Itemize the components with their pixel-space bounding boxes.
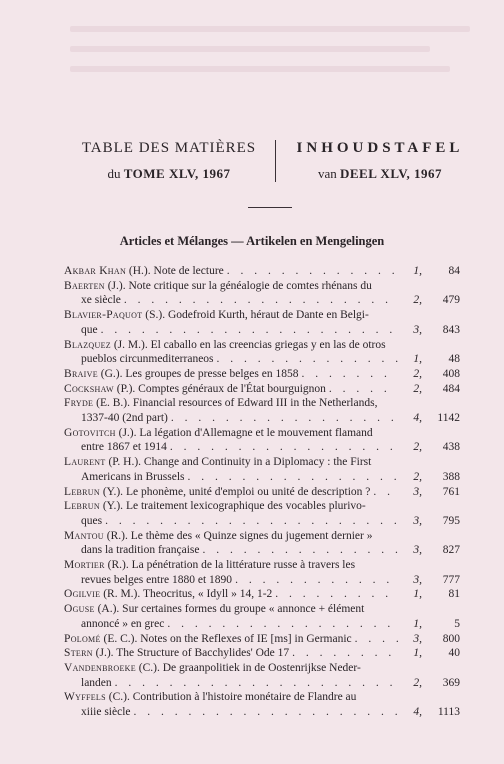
entry-page: 843 xyxy=(442,323,460,336)
entry-volume: 3, xyxy=(413,632,422,645)
entry-page: 1113 xyxy=(437,706,460,719)
entry-text xyxy=(64,690,356,705)
toc-entry-line xyxy=(64,382,460,397)
toc-entry-line xyxy=(64,705,460,720)
french-heading xyxy=(64,138,274,184)
entry-text xyxy=(64,308,369,323)
entry-author: Gotovitch xyxy=(64,426,116,439)
toc-entry xyxy=(64,529,460,558)
dutch-heading xyxy=(280,138,480,184)
toc-entry-line xyxy=(64,426,460,441)
entry-page: 438 xyxy=(442,441,460,454)
entry-title: Contribution à l'histoire monétaire de Flandre au xyxy=(132,691,357,704)
entry-title: El caballo en las creencias griegas y en las de otros xyxy=(150,338,386,351)
entry-text xyxy=(64,279,372,294)
entry-initials: (Y.). xyxy=(102,485,124,498)
entry-title: landen xyxy=(81,676,112,689)
toc-entry xyxy=(64,308,460,337)
toc-entry-line xyxy=(64,558,460,573)
entry-title: que xyxy=(81,323,98,336)
entry-author: Blavier-Paquot xyxy=(64,309,143,322)
entry-volume: 2, xyxy=(413,367,422,380)
entry-title: dans la tradition française xyxy=(81,544,200,557)
entry-author: Stern xyxy=(64,647,93,660)
entry-page: 84 xyxy=(448,265,460,277)
toc-entry-line xyxy=(64,514,460,529)
toc-entry xyxy=(64,646,460,661)
toc-entry-line xyxy=(64,279,460,294)
entry-title: Le traitement lexicographique des vocables plurivo- xyxy=(125,500,366,513)
toc-entry xyxy=(64,587,460,602)
toc-entry-line xyxy=(64,440,460,455)
entry-text xyxy=(81,470,184,485)
dot-leader xyxy=(217,352,398,367)
dot-leader xyxy=(170,440,398,455)
dot-leader xyxy=(171,411,398,426)
toc-entry-line xyxy=(64,499,460,514)
entry-page: 761 xyxy=(442,485,460,498)
dot-leader xyxy=(373,485,398,500)
entry-initials: (R. M.). xyxy=(103,588,141,601)
horizontal-rule xyxy=(248,207,292,208)
entry-text xyxy=(64,632,352,647)
toc-entry-line xyxy=(64,411,460,426)
bleed-through-line xyxy=(70,46,430,52)
toc-entry-line xyxy=(64,470,460,485)
entry-text xyxy=(81,514,102,529)
entry-title: Comptes généraux de l'État bourguignon xyxy=(138,382,326,395)
entry-title: The Structure of Bacchylides' Ode 17 xyxy=(116,647,290,660)
entry-initials: (C.). xyxy=(138,661,160,674)
entry-text xyxy=(64,264,224,279)
entry-title: revues belges entre 1880 et 1890 xyxy=(81,573,233,586)
toc-entry-line xyxy=(64,323,460,338)
entry-author: Fryde xyxy=(64,397,94,410)
entry-author: Blazquez xyxy=(64,338,111,351)
dot-leader xyxy=(187,470,398,485)
entry-author: Polomé xyxy=(64,632,101,645)
entry-volume: 3, xyxy=(413,485,422,498)
entry-title: annoncé » en grec xyxy=(81,617,165,630)
toc-entry-line xyxy=(64,602,460,617)
toc-entry-line xyxy=(64,293,460,308)
entry-title: Change and Continuity in a Diplomacy : the First xyxy=(143,456,372,469)
toc-entry xyxy=(64,632,460,647)
entry-text xyxy=(81,705,131,720)
toc-entry-line xyxy=(64,485,460,500)
entry-text xyxy=(81,352,214,367)
entry-author: Braive xyxy=(64,367,98,380)
entry-page: 40 xyxy=(448,647,460,660)
toc-entry xyxy=(64,455,460,484)
entry-volume: 1, xyxy=(413,617,422,630)
entry-text xyxy=(64,485,370,500)
entry-text xyxy=(64,587,272,602)
entry-author: Oguse xyxy=(64,603,95,616)
toc-entry xyxy=(64,661,460,690)
toc-entry-line xyxy=(64,543,460,558)
entry-text xyxy=(64,382,326,397)
entry-author: Wyffels xyxy=(64,691,106,704)
toc-entry xyxy=(64,558,460,587)
entry-text xyxy=(64,529,372,544)
entry-text xyxy=(64,426,373,441)
entry-page: 5 xyxy=(454,617,460,630)
entry-title: Les groupes de presse belges en 1858 xyxy=(125,367,299,380)
entry-volume: 3, xyxy=(413,544,422,557)
entry-author: Lebrun xyxy=(64,485,100,498)
entry-title: entre 1867 et 1914 xyxy=(81,441,167,454)
entry-initials: (J.). xyxy=(107,279,126,292)
entry-text xyxy=(64,602,364,617)
entry-author: Cockshaw xyxy=(64,382,114,395)
toc-list xyxy=(64,264,460,720)
toc-entry-line xyxy=(64,573,460,588)
entry-page: 479 xyxy=(442,294,460,307)
dot-leader xyxy=(105,514,398,529)
dutch-subtitle: van DEEL XLV, 1967 xyxy=(317,166,443,181)
entry-volume: 2, xyxy=(413,382,422,395)
entry-text xyxy=(64,558,355,573)
entry-title: Sur certaines formes du groupe « annonce + élément xyxy=(122,603,365,616)
entry-title: Americans in Brussels xyxy=(81,470,185,483)
entry-initials: (A.). xyxy=(97,603,120,616)
dot-leader xyxy=(275,587,398,602)
toc-entry-line xyxy=(64,529,460,544)
entry-page: 1142 xyxy=(437,412,460,425)
entry-initials: (H.). xyxy=(128,265,151,277)
entry-text xyxy=(81,573,232,588)
entry-volume: 2, xyxy=(413,441,422,454)
page-header xyxy=(0,138,504,188)
bleed-through-line xyxy=(70,26,470,32)
entry-text xyxy=(64,396,377,411)
entry-title: Godefroid Kurth, héraut de Dante en Belgi- xyxy=(167,309,369,322)
entry-author: Vandenbroeke xyxy=(64,661,136,674)
entry-page: 800 xyxy=(442,632,460,645)
toc-entry-line xyxy=(64,352,460,367)
toc-entry xyxy=(64,367,460,382)
entry-text xyxy=(64,455,371,470)
toc-entry xyxy=(64,426,460,455)
dot-leader xyxy=(235,573,398,588)
dot-leader xyxy=(292,646,398,661)
dot-leader xyxy=(115,676,398,691)
entry-text xyxy=(64,499,366,514)
entry-page: 484 xyxy=(442,382,460,395)
toc-entry-line xyxy=(64,661,460,676)
entry-text xyxy=(81,543,199,558)
entry-text xyxy=(64,646,289,661)
entry-author: Mantou xyxy=(64,529,104,542)
entry-text xyxy=(81,676,112,691)
entry-text xyxy=(81,440,167,455)
toc-entry xyxy=(64,690,460,719)
entry-page: 369 xyxy=(442,676,460,689)
toc-entry xyxy=(64,279,460,308)
entry-title: 1337-40 (2nd part) xyxy=(81,412,168,425)
dot-leader xyxy=(355,632,398,647)
toc-entry-line xyxy=(64,587,460,602)
entry-volume: 1, xyxy=(413,647,422,660)
entry-volume: 1, xyxy=(413,588,422,601)
dot-leader xyxy=(202,543,398,558)
toc-entry xyxy=(64,382,460,397)
entry-title: xe siècle xyxy=(81,294,121,307)
toc-entry-line xyxy=(64,455,460,470)
entry-title: Note critique sur la généalogie de comtes rhénans du xyxy=(128,279,372,292)
french-title: TABLE DES MATIÈRES xyxy=(81,140,257,156)
entry-volume: 2, xyxy=(413,470,422,483)
entry-volume: 2, xyxy=(413,294,422,307)
entry-title: Note de lecture xyxy=(153,265,224,277)
entry-text xyxy=(81,323,98,338)
entry-text xyxy=(81,293,121,308)
entry-volume: 4, xyxy=(413,412,422,425)
toc-entry-line xyxy=(64,338,460,353)
entry-author: Mortier xyxy=(64,559,105,572)
entry-volume: 2, xyxy=(413,676,422,689)
section-title: Articles et Mélanges — Artikelen en Mengelingen xyxy=(119,234,385,248)
entry-title: xiiie siècle xyxy=(81,706,131,719)
toc-entry-line xyxy=(64,308,460,323)
toc-entry xyxy=(64,338,460,367)
entry-initials: (G.). xyxy=(100,367,123,380)
entry-text xyxy=(81,617,164,632)
entry-text xyxy=(64,338,386,353)
entry-initials: (R.). xyxy=(106,529,128,542)
entry-title: Notes on the Reflexes of IE [ms] in Germanic xyxy=(140,632,352,645)
entry-volume: 3, xyxy=(413,514,422,527)
entry-volume: 1, xyxy=(413,265,422,277)
entry-volume: 4, xyxy=(413,706,422,719)
toc-entry xyxy=(64,396,460,425)
entry-page: 48 xyxy=(448,353,460,366)
toc-entry-line xyxy=(64,367,460,382)
french-subtitle: du TOME XLV, 1967 xyxy=(107,166,231,181)
entry-title: La pénétration de la littérature russe à travers les xyxy=(131,559,356,572)
heading-divider xyxy=(275,140,276,182)
entry-page: 827 xyxy=(442,544,460,557)
entry-initials: (C.). xyxy=(108,691,130,704)
toc-entry-line xyxy=(64,617,460,632)
entry-volume: 3, xyxy=(413,573,422,586)
dot-leader xyxy=(101,323,398,338)
entry-author: Akbar Khan xyxy=(64,265,127,277)
entry-initials: (P.). xyxy=(116,382,136,395)
entry-text xyxy=(64,367,298,382)
dot-leader xyxy=(134,705,399,720)
entry-author: Laurent xyxy=(64,456,106,469)
bleed-through-line xyxy=(70,66,450,72)
toc-entry-line xyxy=(64,264,460,279)
entry-page: 388 xyxy=(442,470,460,483)
entry-initials: (S.). xyxy=(145,309,166,322)
entry-title: La légation d'Allemagne et le mouvement flamand xyxy=(139,426,373,439)
entry-title: Le thème des « Quinze signes du jugement dernier » xyxy=(130,529,373,542)
entry-title: Theocritus, « Idyll » 14, 1-2 xyxy=(142,588,273,601)
dot-leader xyxy=(124,293,398,308)
entry-initials: (E. B.). xyxy=(96,397,130,410)
entry-initials: (P. H.). xyxy=(108,456,142,469)
entry-initials: (J. M.). xyxy=(113,338,148,351)
entry-text xyxy=(81,411,168,426)
toc-entry xyxy=(64,485,460,500)
entry-page: 81 xyxy=(448,588,460,601)
entry-initials: (E. C.). xyxy=(103,632,138,645)
toc-entry xyxy=(64,602,460,631)
entry-initials: (R.). xyxy=(107,559,129,572)
dot-leader xyxy=(301,367,398,382)
entry-title: De graanpolitiek in de Oostenrijkse Neder- xyxy=(162,661,361,674)
entry-author: Ogilvie xyxy=(64,588,101,601)
entry-initials: (J.). xyxy=(118,426,137,439)
entry-author: Baerten xyxy=(64,279,105,292)
toc-entry-line xyxy=(64,690,460,705)
toc-entry-line xyxy=(64,676,460,691)
entry-page: 795 xyxy=(442,514,460,527)
toc-entry xyxy=(64,499,460,528)
entry-initials: (J.). xyxy=(95,647,114,660)
entry-title: pueblos circunmediterraneos xyxy=(81,353,214,366)
entry-title: Le phonème, unité d'emploi ou unité de description ? xyxy=(125,485,371,498)
dot-leader xyxy=(227,264,398,279)
entry-page: 777 xyxy=(442,573,460,586)
dot-leader xyxy=(329,382,398,397)
entry-initials: (Y.). xyxy=(102,500,124,513)
dutch-title: INHOUDSTAFEL xyxy=(296,140,464,156)
dot-leader xyxy=(167,617,398,632)
toc-entry-line xyxy=(64,632,460,647)
entry-volume: 1, xyxy=(413,353,422,366)
entry-text xyxy=(64,661,361,676)
entry-author: Lebrun xyxy=(64,500,100,513)
toc-entry-line xyxy=(64,646,460,661)
entry-page: 408 xyxy=(442,367,460,380)
entry-title: ques xyxy=(81,514,103,527)
entry-title: Financial resources of Edward III in the Netherlands, xyxy=(132,397,378,410)
toc-entry-line xyxy=(64,396,460,411)
toc-entry xyxy=(64,264,460,279)
entry-volume: 3, xyxy=(413,323,422,336)
